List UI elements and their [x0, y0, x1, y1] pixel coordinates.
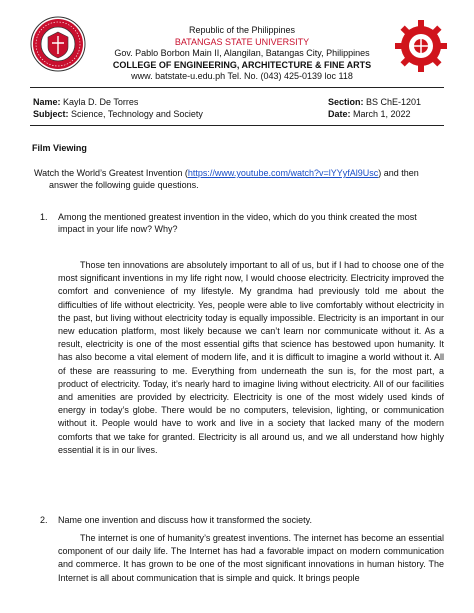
answer-2: The internet is one of humanity’s greatest inventions. The internet has become an essential component of our daily life. The Internet has had a favorable impact on modern communication and commerce. It has grown to be one of the most significant innovations in human history. The Internet is all about communication that is simple and quick. It brings people	[58, 533, 444, 583]
university-address: Gov. Pablo Borbon Main II, Alangilan, Batangas City, Philippines	[114, 48, 370, 58]
section-label: Section:	[328, 97, 364, 107]
republic-line: Republic of the Philippines	[188, 25, 296, 35]
question-line-1: Name one invention and discuss how it transformed the society.	[58, 515, 312, 525]
section-field	[328, 96, 421, 108]
question-2	[40, 514, 444, 526]
intro-line-2: answer the following guide questions.	[49, 180, 199, 190]
subject-value: Science, Technology and Society	[68, 109, 203, 119]
letterhead	[90, 25, 394, 83]
info-divider	[30, 125, 444, 126]
date-field	[328, 108, 411, 120]
question-line-2: impact in your life now? Why?	[58, 224, 178, 234]
header-divider	[30, 87, 444, 88]
subject-field	[33, 108, 203, 120]
university-name: BATANGAS STATE UNIVERSITY	[174, 36, 310, 47]
activity-title: Film Viewing	[32, 143, 87, 153]
question-number: 2.	[40, 515, 48, 525]
question-line-1: Among the mentioned greatest invention in the video, which do you think created the most	[58, 212, 417, 222]
university-seal-icon	[30, 16, 86, 72]
intro-prefix: Watch the World’s Greatest Invention (	[34, 168, 188, 178]
college-name: COLLEGE OF ENGINEERING, ARCHITECTURE & FINE ARTS	[112, 59, 372, 70]
name-label: Name:	[33, 97, 61, 107]
contact-line: www. batstate-u.edu.ph Tel. No. (043) 425-0139 loc 118	[131, 71, 353, 81]
date-value: March 1, 2022	[350, 109, 411, 119]
intro-suffix: ) and then	[378, 168, 419, 178]
video-link[interactable]: https://www.youtube.com/watch?v=lYYyfAl9Usc	[187, 168, 379, 178]
question-number: 1.	[40, 212, 48, 222]
date-label: Date:	[328, 109, 351, 119]
activity-instructions	[34, 167, 444, 191]
college-gear-icon	[393, 18, 449, 74]
subject-label: Subject:	[33, 109, 69, 119]
name-field	[33, 96, 138, 108]
question-1	[40, 211, 444, 235]
section-value: BS ChE-1201	[363, 97, 422, 107]
answer-1: Those ten innovations are absolutely important to all of us, but if I had to choose one of the most significant inventions in my life right now, I would choose electricity. Electricity improved the comfort and convenience of my lifestyle. My grandma had previously told me about the difficulties of life without electricity. Yes, people were able to live comfortably without electricity in the past, but living without electricity today is equally impossible. Electricity is an important in our new education platform, most likely because we can’t learn nor communicate without it. As a result, electricity is one of the most essential gifts that science has bestowed upon humanity. It has also become a vital element of modern life, and it is difficult to imagine a world without it. All of these are reassuring to me. Everything from underneath the sun is, for the most part, a product of electricity. Today, it’s nearly hard to imagine living without electricity. All of our facilities and amenities are provided by electricity. Electricity is one of the most widely used kinds of energy in today’s globe. There would be no computers, television, lighting, or communication without it. People would have to work and live in a society that lacked many of the modern comforts that we take for granted. Electricity is all around us, and we all understand how highly essential it is in our lives.	[58, 260, 444, 455]
name-value: Kayla D. De Torres	[60, 97, 139, 107]
